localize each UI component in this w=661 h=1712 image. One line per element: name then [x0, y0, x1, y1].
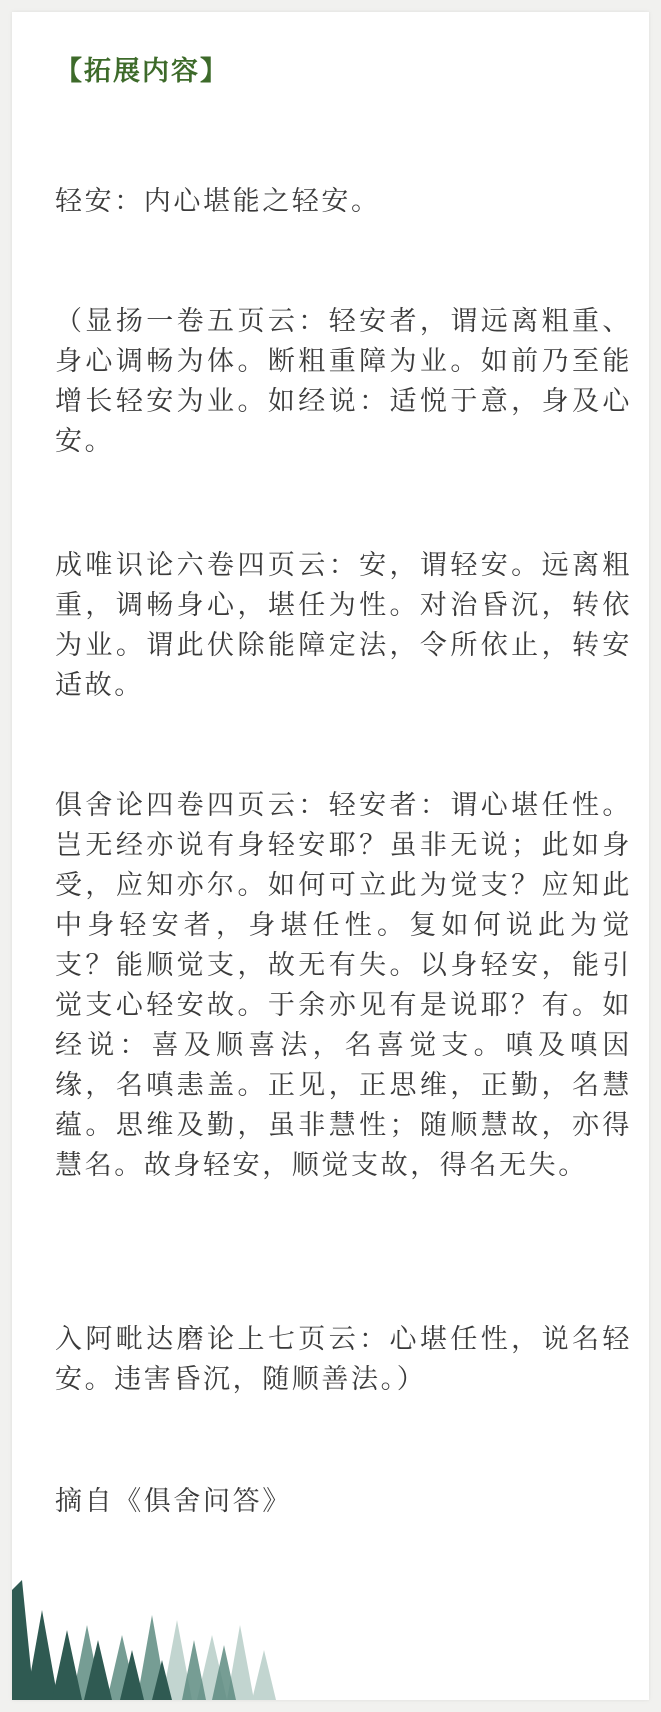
paragraph-abhidharma: 入阿毗达磨论上七页云：心堪任性，说名轻安。违害昏沉，随顺善法。）	[55, 1324, 632, 1395]
source-note: 摘自《俱舍问答》	[55, 1486, 292, 1517]
section-heading: 【拓展内容】	[55, 56, 229, 87]
paragraph-definition: 轻安：内心堪能之轻安。	[55, 186, 381, 217]
paragraph-xianyang: （显扬一卷五页云：轻安者，谓远离粗重、身心调畅为体。断粗重障为业。如前乃至能增长轻安为业。如经说：适悦于意，身及心安。	[55, 306, 632, 457]
article-card	[12, 12, 649, 1700]
paragraph-chengweishi: 成唯识论六卷四页云：安，谓轻安。远离粗重，调畅身心，堪任为性。对治昏沉，转依为业。谓此伏除能障定法，令所依止，转安适故。	[55, 550, 632, 701]
forest-decoration	[12, 1580, 649, 1700]
paragraph-jushe: 俱舍论四卷四页云：轻安者：谓心堪任性。岂无经亦说有身轻安耶？虽非无说；此如身受，应知亦尔。如何可立此为觉支？应知此中身轻安者，身堪任性。复如何说此为觉支？能顺觉支，故无有失。以身轻安，能引觉支心轻安故。于余亦见有是说耶？有。如经说：喜及顺喜法，名喜觉支。嗔及嗔因缘，名嗔恚盖。正见，正思维，正勤，名慧蕴。思维及勤，虽非慧性；随顺慧故，亦得慧名。故身轻安，顺觉支故，得名无失。	[55, 790, 632, 1181]
